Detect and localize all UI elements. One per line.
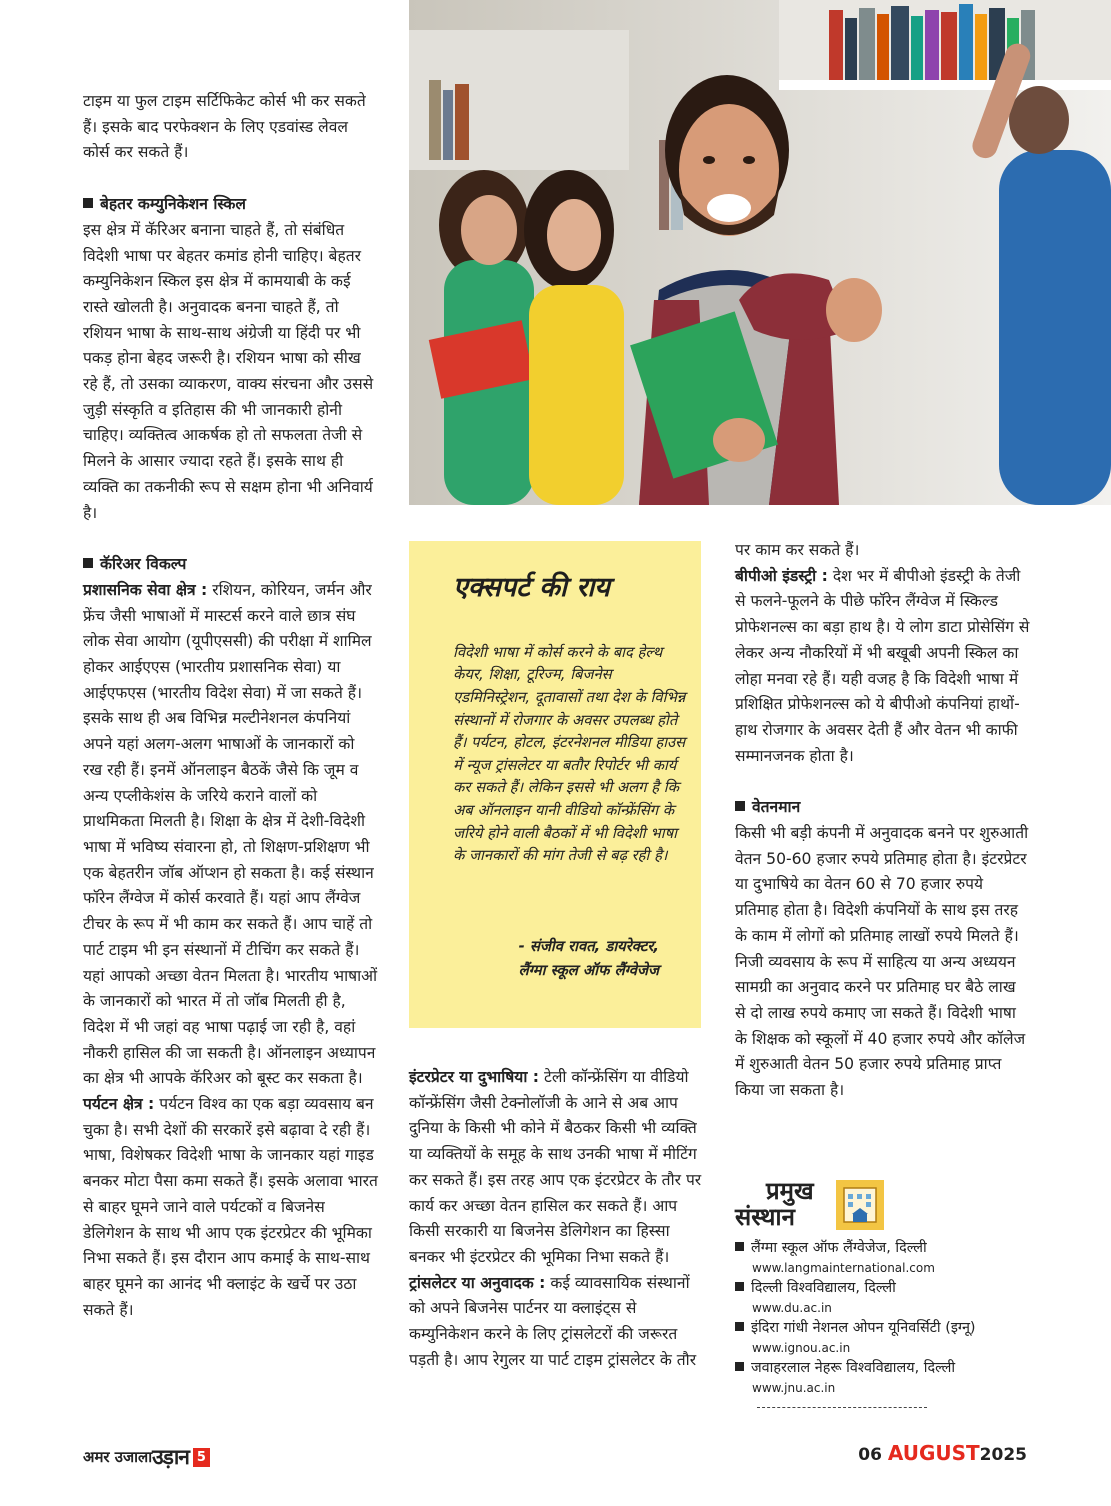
heading-career-options: कॅरिअर विकल्प [83,552,378,578]
institution-url[interactable]: www.ignou.ac.in [752,1341,851,1355]
divider [757,1407,927,1408]
institution-url[interactable]: www.langmainternational.com [752,1261,935,1275]
page-number: 5 [193,1448,210,1467]
bullet-square-icon [83,558,93,568]
institution-item: जवाहरलाल नेहरू विश्वविद्यालय, दिल्ली www.jnu.ac.in [735,1358,1035,1398]
bullet-square-icon [735,1362,744,1371]
institution-item: लैंग्मा स्कूल ऑफ लैंग्वेजेज, दिल्ली www.langmainternational.com [735,1238,1035,1278]
expert-signature [519,935,659,983]
institution-item: इंदिरा गांधी नेशनल ओपन यूनिवर्सिटी (इग्नू) www.ignou.ac.in [735,1318,1035,1358]
interpreter-paragraph: इंटरप्रेटर या दुभाषिया : टेली कॉन्फ्रेंसिंग या वीडियो कॉन्फ्रेंसिंग जैसी टेक्नोलॉजी के आने से अब आप दुनिया के किसी भी कोने में बैठकर किसी भी व्यक्ति या व्यक्तियों के समूह के साथ उनकी भाषा में मीटिंग कर सकते हैं। इस तरह आप एक इंटरप्रेटर के तौर पर कार्य कर अच्छा वेतन हासिल कर सकते हैं। आप किसी सरकारी या बिजनेस डेलिगेशन का हिस्सा बनकर भी इंटरप्रेटर की भूमिका निभा सकते हैं। [409,1068,702,1266]
tourism-paragraph: पर्यटन क्षेत्र : पर्यटन विश्व का एक बड़ा व्यवसाय बन चुका है। सभी देशों की सरकारें इसे बढ़ावा दे रही हैं। भाषा, विशेषकर विदेशी भाषा के जानकार यहां गाइड बनकर मोटा पैसा कमा सकते हैं। इसके अलावा भारत से बाहर घूमने जाने वाले पर्यटकों व बिजनेस डेलिगेशन के साथ भी आप एक इंटरप्रेटर की भूमिका निभा सकते हैं। इस दौरान आप कमाई के साथ-साथ बाहर घूमने का आनंद भी क्लाइंट के खर्चे पर उठा सकते हैं। [83,1095,378,1319]
communication-paragraph: इस क्षेत्र में कॅरिअर बनाना चाहते हैं, तो संबंधित विदेशी भाषा पर बेहतर कमांड होनी चाहिए। बेहतर कम्युनिकेशन स्किल इस क्षेत्र में कामयाबी के कई रास्ते खोलती है। अनुवादक बनना चाहते हैं, तो रशियन भाषा के साथ-साथ अंग्रेजी या हिंदी पर भी पकड़ होना बेहद जरूरी है। रशियन भाषा को सीख रहे हैं, तो उसका व्याकरण, वाक्य संरचना और उससे जुड़ी संस्कृति व इतिहास की भी जानकारी होनी चाहिए। व्यक्तित्व आकर्षक हो तो सफलता तेजी से मिलने के आसार ज्यादा रहते हैं। इसके साथ ही व्यक्ति का तकनीकी रूप से सक्षम होना भी अनिवार्य है। [83,220,374,522]
expert-title: एक्सपर्ट की राय [453,572,610,603]
bullet-square-icon [83,198,93,208]
institution-url[interactable]: www.du.ac.in [752,1301,832,1315]
intro-paragraph: टाइम या फुल टाइम सर्टिफिकेट कोर्स भी कर सकते हैं। इसके बाद परफेक्शन के लिए एडवांस्ड लेवल कोर्स कर सकते हैं। [83,92,366,162]
continued-paragraph: पर काम कर सकते हैं। [735,541,860,559]
expert-quote: विदेशी भाषा में कोर्स करने के बाद हेल्थ केयर, शिक्षा, टूरिज्म, बिजनेस एडमिनिस्ट्रेशन, दूतावासों तथा देश के विभिन्न संस्थानों में रोजगार के अवसर उपलब्ध होते हैं। पर्यटन, होटल, इंटरनेशनल मीडिया हाउस में न्यूज ट्रांसलेटर या बतौर रिपोर्टर भी कार्य कर सकते हैं। लेकिन इससे भी अलग है कि अब ऑनलाइन यानी वीडियो कॉन्फ्रेंसिंग के जरिये होने वाली बैठकों में भी विदेशी भाषा के जानकारों की मांग तेजी से बढ़ रही है। [453,643,686,865]
institution-url[interactable]: www.jnu.ac.in [752,1381,836,1395]
translator-paragraph: ट्रांसलेटर या अनुवादक : कई व्यावसायिक संस्थानों को अपने बिजनेस पार्टनर या क्लाइंट्स से कम्युनिकेशन करने के लिए ट्रांसलेटरों की जरूरत पड़ती है। आप रेगुलर या पार्ट टाइम ट्रांसलेटर के तौर [409,1273,697,1369]
column-left [83,89,378,1323]
bullet-square-icon [735,1282,744,1291]
students-illustration [409,0,1111,505]
heading-salary: वेतनमान [735,795,1031,821]
expert-organisation: लैंग्मा स्कूल ऑफ लैंग्वेजेज [518,962,659,979]
heading-communication: बेहतर कम्युनिकेशन स्किल [83,192,378,218]
expert-name: - संजीव रावत, डायरेक्टर, [518,938,659,955]
publication-logo: अमर उजालाउड़ान 5 [83,1443,210,1467]
admin-paragraph: प्रशासनिक सेवा क्षेत्र : रशियन, कोरियन, जर्मन और फ्रेंच जैसी भाषाओं में मास्टर्स करने वाले छात्र संघ लोक सेवा आयोग (यूपीएससी) की परीक्षा में शामिल होकर आईएएस (भारतीय प्रशासनिक सेवा) या आईएफएस (भारतीय विदेश सेवा) में जा सकते हैं। इसके साथ ही अब विभिन्न मल्टीनेशनल कंपनियां अपने यहां अलग-अलग भाषाओं के जानकारों को रख रही हैं। इनमें ऑनलाइन बैठकें जैसे कि जूम व अन्य एप्लीकेशंस के जरिये कराने वालों को प्राथमिकता मिलती है। शिक्षा के क्षेत्र में देशी-विदेशी भाषा में भविष्य संवारना हो, तो शिक्षण-प्रशिक्षण भी एक बेहतरीन जॉब ऑप्शन हो सकता है। कई संस्थान फॉरेन लैंग्वेज में कोर्स करवाते हैं। यहां आप लैंग्वेज टीचर के रूप में भी काम कर सकते हैं। आप चाहें तो पार्ट टाइम भी इन संस्थानों में टीचिंग कर सकते हैं। यहां आपको अच्छा वेतन मिलता है। भारतीय भाषाओं के जानकारों को भारत में तो जॉब मिलती ही है, विदेश में भी जहां वह भाषा पढ़ाई जा रही है, वहां नौकरी हासिल की जा सकती है। ऑनलाइन अध्यापन का क्षेत्र भी आपके कॅरिअर को बूस्ट कर सकता है। [83,580,378,1088]
expert-opinion-box [409,541,701,1028]
institution-item: दिल्ली विश्वविद्यालय, दिल्ली www.du.ac.in [735,1278,1035,1318]
bullet-square-icon [735,1242,744,1251]
bpo-paragraph: बीपीओ इंडस्ट्री : देश भर में बीपीओ इंडस्ट्री के तेजी से फलने-फूलने के पीछे फॉरेन लैंग्वेज में स्किल्ड प्रोफेशनल्स का बड़ा हाथ है। ये लोग डाटा प्रोसेसिंग से लेकर अन्य नौकरियों में भी बखूबी अपनी स्किल का लोहा मनवा रहे हैं। यही वजह है कि विदेशी भाषा में प्रशिक्षित प्रोफेशनल्स को ये बीपीओ कंपनियां हाथों-हाथ रोजगार के अवसर देती हैं और वेतन भी काफी सम्मानजनक होता है। [735,566,1030,765]
column-right [735,538,1031,1104]
issue-date: 06 AUGUST2025 [858,1441,1027,1465]
bullet-square-icon [735,1322,744,1331]
bullet-square-icon [735,801,745,811]
building-icon [836,1180,884,1230]
institutions-list [735,1238,1035,1398]
hero-photo [409,0,1111,505]
column-middle [409,1065,705,1373]
salary-paragraph: किसी भी बड़ी कंपनी में अनुवादक बनने पर शुरुआती वेतन 50-60 हजार रुपये प्रतिमाह होता है। इंटरप्रेटर या दुभाषिये का वेतन 60 से 70 हजार रुपये प्रतिमाह होता है। विदेशी कंपनियों के साथ इस तरह के काम में लोगों को प्रतिमाह लाखों रुपये मिलते हैं। निजी व्यवसाय के रूप में साहित्य या अन्य अध्ययन सामग्री का अनुवाद करने पर प्रतिमाह घर बैठे लाख से दो लाख रुपये कमाए जा सकते हैं। विदेशी भाषा के शिक्षक को स्कूलों में 40 हजार रुपये और कॉलेज में शुरुआती वेतन 50 हजार रुपये प्रतिमाह प्राप्त किया जा सकता है। [735,824,1029,1100]
